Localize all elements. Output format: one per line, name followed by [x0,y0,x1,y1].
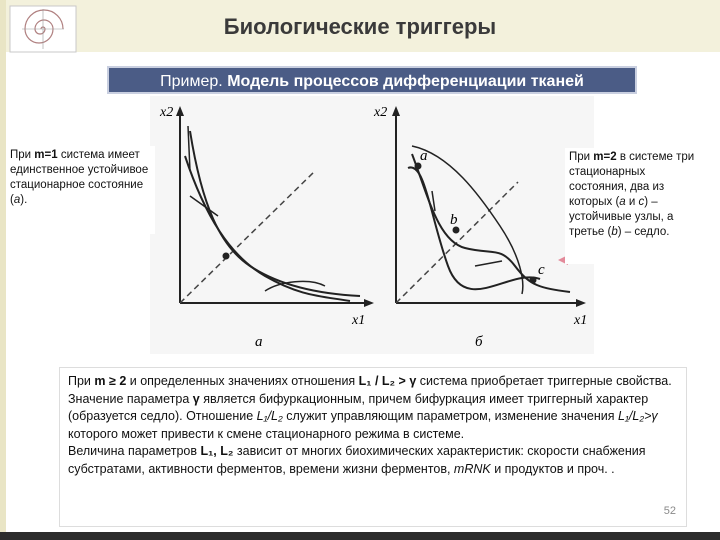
explanation-box [59,367,687,527]
note-left-text-1: При [10,149,35,161]
right-label-a: a [420,148,428,164]
left-phase-portrait [159,105,374,350]
bottom-text-5: служит управляющим параметром, изменение значения [282,409,619,423]
bottom-border [0,532,720,540]
bottom-text-3: система приобретает триггерные свойства. Значение параметра [68,374,672,406]
bottom-text-4: является бифуркационным, причем бифуркация имеет триггерный характер (образуется седло). Отношение [68,391,649,423]
subtitle-prefix: Пример. [160,73,228,90]
bottom-text-9: и продуктов и проч. . [490,461,615,476]
left-diagonal [180,171,315,303]
left-caption: а [255,334,263,350]
right-label-b: b [450,212,458,228]
right-phase-portrait [373,105,587,350]
phase-portraits-svg [150,96,594,354]
note-right-b: b [611,226,618,238]
page-number: 52 [663,504,676,517]
left-curve-2 [185,156,350,301]
left-decoration [0,0,6,540]
right-point-c [530,277,537,284]
note-m2 [565,148,700,264]
bottom-ratio: L₁ / L₂ > γ [358,374,417,388]
note-right-text-1: При [569,151,594,163]
note-left-text-3: ). [20,194,28,206]
note-left-m: m=1 [34,149,58,161]
right-y-arrow-icon [392,106,400,116]
left-y-arrow-icon [176,106,184,116]
subtitle-main: Модель процессов дифференциации тканей [227,73,584,90]
note-right-m: m=2 [593,151,617,163]
note-right-text-3: и [625,196,639,208]
right-trajectory-3 [475,261,502,266]
bottom-ratio-2: L₁/L₂ [256,409,283,423]
right-y-label: x2 [374,105,388,120]
note-right-a: а [619,196,626,208]
right-label-c: c [538,262,545,278]
bottom-gamma: γ [192,391,200,406]
subtitle-bar [107,66,637,94]
left-equilibrium-point [223,253,230,260]
note-right-text-5: ) – седло. [617,226,670,238]
right-x-arrow-icon [576,299,586,307]
left-x-arrow-icon [364,299,374,307]
note-right-text-2: в системе три стационарных состояния, два из которых ( [569,151,695,208]
bottom-text-8: зависит от многих биохимических характеристик: скорости снабжения субстратами, активности ферментов, времени жизни ферментов, [68,444,646,476]
phase-portraits-figure [150,96,594,354]
note-right-text-4: ) – устойчивые узлы, а третье ( [569,196,674,238]
bottom-text-7: Величина параметров [68,444,201,458]
left-x-label: x1 [352,313,366,328]
note-right-c: с [638,196,645,208]
note-left-text-2: система имеет единственное устойчивое стационарное состояние ( [10,149,149,206]
bottom-text-2: и определенных значениях отношения [126,374,359,388]
bottom-m: m ≥ 2 [94,374,127,388]
left-trajectory-2 [190,196,218,216]
bottom-text-6: которого может привести к смене стационарного режима в системе. [68,426,465,441]
right-caption: б [475,334,483,350]
bottom-params: L₁, L₂ [200,444,234,458]
note-left-a: а [13,194,21,206]
right-trajectory-1 [412,146,523,294]
note-m1 [7,146,155,234]
left-y-label: x2 [160,105,174,120]
bottom-text-1: При [68,374,95,388]
bottom-ratio-3: L₁/L₂>γ [618,409,658,423]
right-x-label: x1 [574,313,588,328]
bottom-mrna: mRNK [453,461,491,476]
slide-title: Биологические триггеры [223,14,497,39]
